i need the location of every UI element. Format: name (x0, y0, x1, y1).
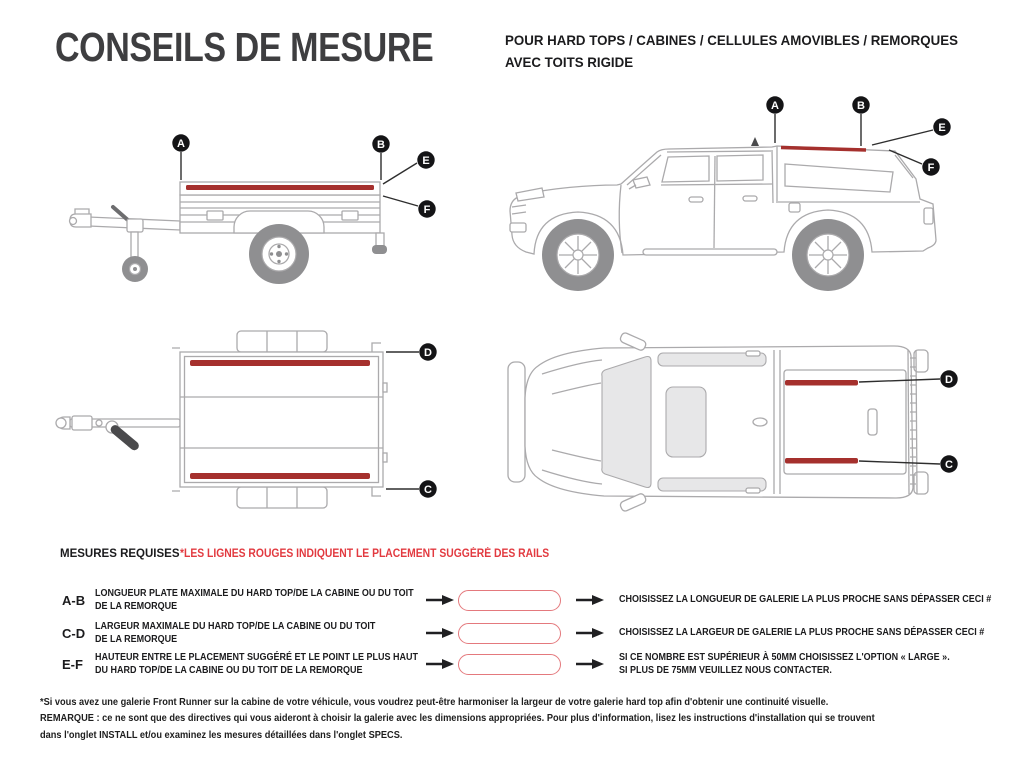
arrow-right-icon (425, 627, 455, 639)
marker-c (940, 455, 957, 472)
truck-side-art (510, 137, 936, 291)
measure-result-line1: CHOISISSEZ LA LONGUEUR DE GALERIE LA PLUS PROCHE SANS DÉPASSER CECI # (619, 594, 992, 606)
marker-c (419, 480, 436, 497)
marker-b (852, 96, 869, 113)
arrow-right-icon (425, 658, 455, 670)
marker-e (417, 151, 434, 168)
footnote-line1: *Si vous avez une galerie Front Runner sur la cabine de votre véhicule, vous voudrez peut-être harmoniser la largeur de votre galerie hard top afin d'obtenir une continuité visuelle. (40, 696, 829, 708)
marker-f (922, 158, 939, 175)
measure-id-label: C-D (62, 625, 86, 641)
measure-description-line1: LARGEUR MAXIMALE DU HARD TOP/DE LA CABINE OU DU TOIT (95, 620, 376, 632)
svg-text:C: C (424, 484, 432, 496)
truck-top-art (508, 332, 928, 513)
truck-top-diagram (500, 330, 970, 515)
arrow-right-icon (425, 594, 455, 606)
page-title: CONSEILS DE MESURE (55, 24, 434, 70)
measure-description-line2: DE LA REMORQUE (95, 601, 178, 612)
marker-d (419, 343, 436, 360)
arrow-right-icon (575, 658, 605, 670)
measure-description (95, 620, 425, 647)
arrow-right-icon (575, 627, 605, 639)
marker-a (172, 134, 189, 151)
measure-result (619, 626, 1019, 640)
measure-result-line1: SI CE NOMBRE EST SUPÉRIEUR À 50MM CHOISISSEZ L'OPTION « LARGE ». (619, 651, 950, 663)
measure-result (619, 651, 1019, 678)
svg-text:A: A (177, 138, 185, 150)
marker-a (766, 96, 783, 113)
measure-description (95, 587, 425, 614)
measure-result-line1: CHOISISSEZ LA LARGEUR DE GALERIE LA PLUS PROCHE SANS DÉPASSER CECI # (619, 627, 985, 639)
footnote-line2: REMARQUE : ce ne sont que des directives qui vous aideront à choisir la galerie avec les dimensions appropriées. Pour plus d'information, lisez les instructions d'installation qui se trouvent (40, 712, 875, 725)
red-lines-note: *LES LIGNES ROUGES INDIQUENT LE PLACEMENT SUGGÉRÉ DES RAILS (180, 548, 550, 560)
svg-text:D: D (945, 374, 953, 386)
measure-result (619, 593, 1019, 607)
svg-text:B: B (857, 100, 865, 112)
svg-text:F: F (423, 204, 431, 216)
trailer-side-art (70, 182, 388, 284)
marker-f (418, 200, 435, 217)
suggested-rail-line (190, 473, 370, 479)
page-subtitle-line2: AVEC TOITS RIGIDE (505, 53, 634, 70)
measure-result-line2: SI PLUS DE 75MM VEUILLEZ NOUS CONTACTER. (619, 665, 832, 676)
required-measures-label: MESURES REQUISES (60, 548, 180, 560)
svg-text:D: D (424, 347, 432, 359)
svg-text:B: B (377, 139, 385, 151)
page-subtitle (505, 30, 985, 73)
measure-row-ab (62, 583, 1019, 617)
marker-e (933, 118, 950, 135)
suggested-rail-line (785, 380, 858, 386)
measure-description-line1: LONGUEUR PLATE MAXIMALE DU HARD TOP/DE LA CABINE OU DU TOIT (95, 587, 414, 599)
trailer-side-diagram (55, 105, 450, 310)
suggested-rail-line (781, 148, 866, 151)
measure-id-label: E-F (62, 656, 83, 672)
measurement-blank-field (458, 590, 561, 611)
arrow-right-icon (575, 594, 605, 606)
svg-text:E: E (938, 122, 946, 134)
measure-id-label: A-B (62, 592, 86, 608)
footnote-line3: dans l'onglet INSTALL et/ou examinez les mesures détaillées dans l'onglet SPECS. (40, 728, 403, 741)
svg-text:A: A (771, 100, 779, 112)
measure-description-line1: HAUTEUR ENTRE LE PLACEMENT SUGGÉRÉ ET LE POINT LE PLUS HAUT (95, 651, 419, 663)
measurement-blank-field (458, 654, 561, 675)
measure-description-line2: DE LA REMORQUE (95, 634, 178, 645)
truck-side-diagram (495, 85, 975, 295)
measurement-blank-field (458, 623, 561, 644)
suggested-rail-line (785, 458, 858, 464)
footnote (40, 694, 1020, 743)
svg-text:F: F (927, 162, 935, 174)
suggested-rail-line (186, 185, 374, 190)
marker-d (940, 370, 957, 387)
svg-text:C: C (945, 459, 953, 471)
measure-description-line2: DU HARD TOP/DE LA CABINE OU DU TOIT DE LA REMORQUE (95, 665, 363, 676)
measure-description (95, 651, 425, 678)
marker-b (372, 135, 389, 152)
trailer-top-art (56, 331, 387, 508)
trailer-top-diagram (50, 325, 450, 525)
page-subtitle-line1: POUR HARD TOPS / CABINES / CELLULES AMOVIBLES / REMORQUES (505, 32, 958, 48)
suggested-rail-line (190, 360, 370, 366)
measure-row-ef (62, 647, 1019, 681)
svg-text:E: E (422, 155, 430, 167)
measure-row-cd (62, 616, 1019, 650)
